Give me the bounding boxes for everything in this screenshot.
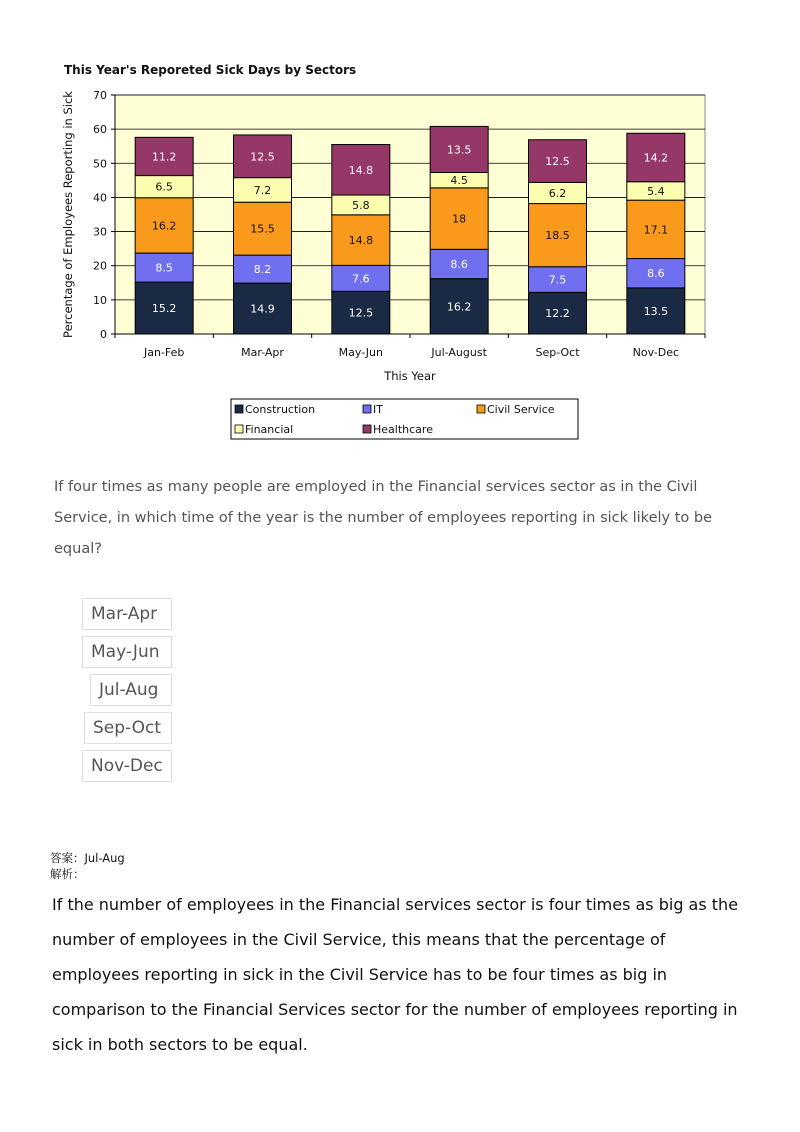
data-label: 13.5 xyxy=(643,304,669,318)
data-label: 18 xyxy=(452,212,467,226)
x-tick-label: Mar-Apr xyxy=(241,346,284,359)
data-label: 13.5 xyxy=(446,143,472,157)
legend-label: Financial xyxy=(245,423,294,436)
data-label: 14.2 xyxy=(643,151,669,165)
data-label: 8.6 xyxy=(647,267,665,281)
x-tick-label: Sep-Oct xyxy=(535,346,580,359)
y-tick-label: 60 xyxy=(93,123,107,137)
answer-options xyxy=(82,598,172,788)
question-text: If four times as many people are employed in the Financial services sector as in the Civil Service, in which time of the year is the number of employees reporting in sick likely to be equal? xyxy=(54,479,712,557)
data-label: 7.6 xyxy=(352,272,370,286)
legend-swatch xyxy=(363,425,371,433)
plot-area xyxy=(115,95,705,334)
option-nov-dec[interactable]: Nov-Dec xyxy=(82,750,172,782)
data-label: 12.5 xyxy=(250,150,275,164)
chart-title: This Year's Reporeted Sick Days by Sectors xyxy=(64,63,357,77)
legend-swatch xyxy=(235,405,243,413)
data-label: 12.2 xyxy=(545,307,570,321)
option-jul-aug[interactable]: Jul-Aug xyxy=(90,674,172,706)
data-label: 8.6 xyxy=(450,258,468,272)
answer-block xyxy=(50,850,125,882)
legend-swatch xyxy=(363,405,371,413)
legend-label: IT xyxy=(373,403,383,416)
data-label: 15.5 xyxy=(250,222,275,236)
data-label: 5.4 xyxy=(647,184,665,198)
data-label: 8.5 xyxy=(155,261,173,275)
data-label: 5.8 xyxy=(352,198,370,212)
x-tick-label: Jul-August xyxy=(431,346,487,359)
data-label: 16.2 xyxy=(151,219,177,233)
y-tick-label: 50 xyxy=(93,157,107,171)
data-label: 7.5 xyxy=(548,273,567,287)
y-tick-label: 0 xyxy=(100,328,107,341)
data-label: 12.5 xyxy=(545,155,570,169)
y-axis-label: Percentage of Employees Reporting in Sick xyxy=(61,91,75,338)
data-label: 6.5 xyxy=(155,180,173,194)
option-mar-apr[interactable]: Mar-Apr xyxy=(82,598,172,630)
data-label: 8.2 xyxy=(253,263,272,277)
explanation-label: 解析： xyxy=(50,867,85,881)
legend-swatch xyxy=(235,425,243,433)
legend-swatch xyxy=(477,405,485,413)
data-label: 17.1 xyxy=(643,223,669,237)
data-label: 15.2 xyxy=(151,302,177,316)
data-label: 6.2 xyxy=(548,186,567,200)
legend-label: Healthcare xyxy=(373,423,433,436)
x-axis-label: This Year xyxy=(384,369,436,383)
legend xyxy=(231,399,578,439)
option-may-jun[interactable]: May-Jun xyxy=(82,636,172,668)
y-tick-label: 70 xyxy=(93,89,107,102)
answer-label: 答案： xyxy=(50,851,85,865)
answer-value: Jul-Aug xyxy=(84,851,125,865)
y-tick-label: 30 xyxy=(93,225,107,239)
y-tick-label: 10 xyxy=(93,293,107,307)
x-tick-label: May-Jun xyxy=(338,346,383,359)
explanation-text: If the number of employees in the Financial services sector is four times as big as the number of employees in the Civil Service, this means that the percentage of employees reporting in sick in the Civil Service has to be four times as big in comparison to the Financial Services sector for the number of employees reporting in sick in both sectors to be equal. xyxy=(52,895,739,1054)
legend-label: Construction xyxy=(245,403,316,416)
data-label: 7.2 xyxy=(253,183,272,197)
option-sep-oct[interactable]: Sep-Oct xyxy=(84,712,172,744)
x-tick-label: Nov-Dec xyxy=(632,346,680,359)
data-label: 12.5 xyxy=(348,306,374,320)
data-label: 14.8 xyxy=(348,163,374,177)
y-tick-label: 20 xyxy=(93,259,107,273)
x-axis-ticks xyxy=(115,334,705,359)
x-tick-label: Jan-Feb xyxy=(143,346,185,359)
stacked-bar-chart xyxy=(0,50,800,450)
data-label: 14.9 xyxy=(250,302,275,316)
legend-label: Civil Service xyxy=(487,403,555,416)
data-label: 16.2 xyxy=(446,300,472,314)
data-label: 11.2 xyxy=(151,150,177,164)
data-label: 18.5 xyxy=(545,229,570,243)
y-axis-ticks xyxy=(93,89,115,341)
data-label: 14.8 xyxy=(348,234,374,248)
data-label: 4.5 xyxy=(450,174,468,188)
y-tick-label: 40 xyxy=(93,191,107,205)
